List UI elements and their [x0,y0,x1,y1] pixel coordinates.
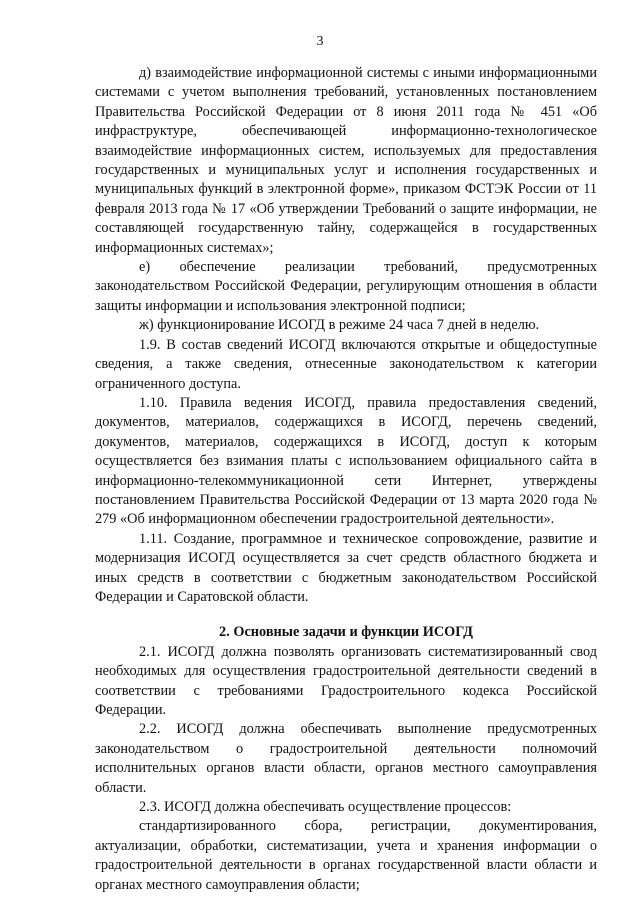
paragraph-zh: ж) функционирование ИСОГД в режиме 24 часа 7 дней в неделю. [139,317,540,334]
paragraph-2-3-item: стандартизированного сбора, регистрации, документирования, актуализации, обработки, систематизации, учета и хранения информации о градостроительной деятельности в органах государственной власти области и органах местного самоуправления области; [95,818,597,893]
paragraph-2-1: 2.1. ИСОГД должна позволять организовать систематизированный свод необходимых для осуществления градостроительной деятельности сведений в соответствии с требованиями Градостроительного кодекса Российской Федерации. [95,643,597,718]
paragraph-d: д) взаимодействие информационной системы с иными информационными системами с учетом выполнения требований, установленных постановлением Правительства Российской Федерации от 8 июня 2011 года № 451 «Об инфраструктуре, обеспечивающей информационно-технологическое взаимодействие информационных систем, используемых для предоставления государственных и муниципальных услуг и исполнения государственных и муниципальных функций в электронной форме», приказом ФСТЭК России от 11 февраля 2013 года № 17 «Об утверждении Требований о защите информации, не составляющей государственную тайну, содержащейся в государственных информационных системах»; [95,65,597,256]
section-heading: 2. Основные задачи и функции ИСОГД [219,624,473,641]
document-body [95,64,597,895]
paragraph-2-2: 2.2. ИСОГД должна обеспечивать выполнение предусмотренных законодательством о градостроительной деятельности полномочий исполнительных органов власти области, органов местного самоуправления области. [95,721,597,796]
paragraph-e: е) обеспечение реализации требований, предусмотренных законодательством Российской Федерации, регулирующим отношения в области защиты информации и использования электронной подписи; [95,259,597,314]
paragraph-2-3: 2.3. ИСОГД должна обеспечивать осуществление процессов: [139,799,512,816]
paragraph-1-11: 1.11. Создание, программное и техническое сопровождение, развитие и модернизация ИСОГД осуществляется за счет средств областного бюджета и иных средств в соответствии с бюджетным законодательством Российской Федерации и Саратовской области. [95,530,597,605]
page-number: 3 [316,34,324,49]
paragraph-1-10: 1.10. Правила ведения ИСОГД, правила предоставления сведений, документов, материалов, содержащихся в ИСОГД, перечень сведений, документов, материалов, содержащихся в ИСОГД, доступ к которым осуществляется без взимания платы с использованием официального сайта в информационно-телекоммуникационной сети Интернет, утверждены постановлением Правительства Российской Федерации от 13 марта 2020 года № 279 «Об информационном обеспечении градостроительной деятельности». [95,394,597,528]
paragraph-1-9: 1.9. В состав сведений ИСОГД включаются открытые и общедоступные сведения, а также сведения, отнесенные законодательством к категории ограниченного доступа. [95,336,597,392]
